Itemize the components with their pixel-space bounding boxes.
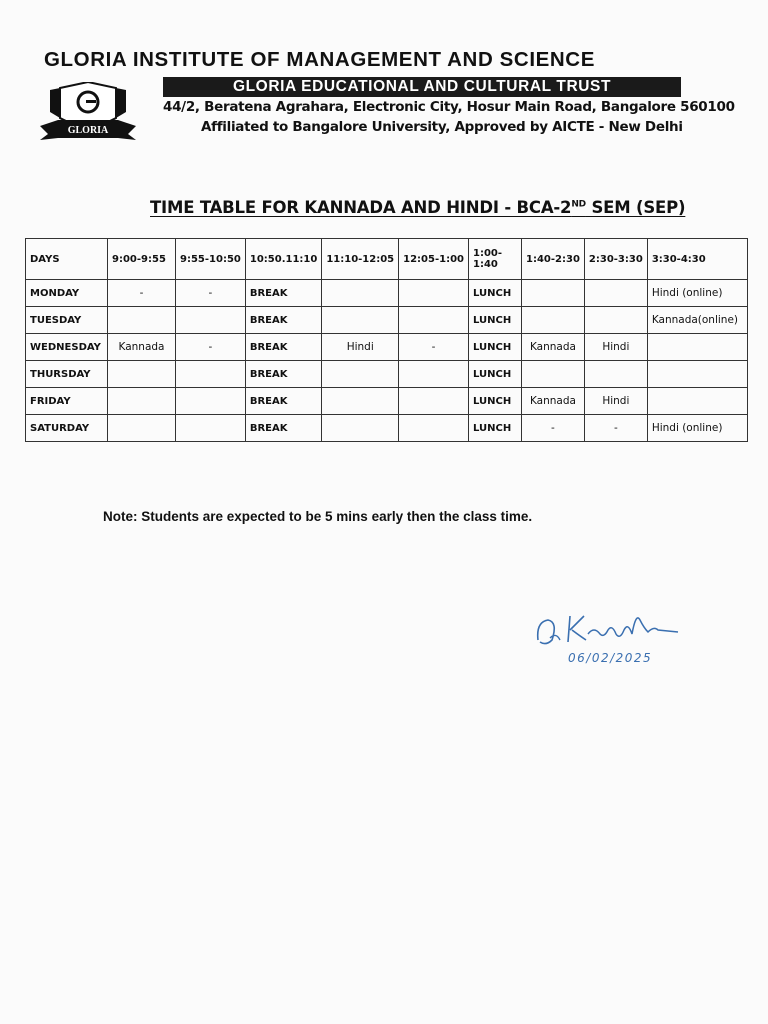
- slot-cell: -: [176, 280, 246, 307]
- slot-cell: [647, 388, 747, 415]
- slot-cell: -: [108, 280, 176, 307]
- slot-cell: [399, 361, 469, 388]
- slot-cell: [584, 280, 647, 307]
- day-cell: SATURDAY: [26, 415, 108, 442]
- timetable-header-row: [26, 239, 748, 280]
- slot-cell: [522, 307, 585, 334]
- institute-affiliation: Affiliated to Bangalore University, Approved by AICTE - New Delhi: [201, 119, 683, 135]
- slot-cell: [322, 307, 399, 334]
- slot-cell: -: [522, 415, 585, 442]
- slot-cell: BREAK: [245, 361, 321, 388]
- slot-cell: BREAK: [245, 280, 321, 307]
- col-header: 1:40-2:30: [522, 239, 585, 280]
- day-cell: MONDAY: [26, 280, 108, 307]
- slot-cell: BREAK: [245, 388, 321, 415]
- col-header: 9:55-10:50: [176, 239, 246, 280]
- col-header: 9:00-9:55: [108, 239, 176, 280]
- slot-cell: [108, 361, 176, 388]
- slot-cell: BREAK: [245, 307, 321, 334]
- day-cell: THURSDAY: [26, 361, 108, 388]
- slot-cell: [108, 388, 176, 415]
- slot-cell: -: [584, 415, 647, 442]
- timetable-title-sup: ND: [571, 199, 586, 210]
- slot-cell: [399, 307, 469, 334]
- slot-cell: -: [176, 334, 246, 361]
- slot-cell: BREAK: [245, 334, 321, 361]
- slot-cell: [176, 415, 246, 442]
- slot-cell: [322, 280, 399, 307]
- slot-cell: LUNCH: [469, 307, 522, 334]
- slot-cell: [322, 361, 399, 388]
- slot-cell: Kannada: [522, 334, 585, 361]
- institute-name: GLORIA INSTITUTE OF MANAGEMENT AND SCIENCE: [44, 48, 595, 71]
- slot-cell: [322, 415, 399, 442]
- slot-cell: BREAK: [245, 415, 321, 442]
- slot-cell: Kannada: [108, 334, 176, 361]
- slot-cell: [322, 388, 399, 415]
- slot-cell: Kannada: [522, 388, 585, 415]
- col-header: 2:30-3:30: [584, 239, 647, 280]
- col-header: 12:05-1:00: [399, 239, 469, 280]
- slot-cell: Hindi (online): [647, 415, 747, 442]
- slot-cell: [399, 388, 469, 415]
- slot-cell: [399, 280, 469, 307]
- day-cell: FRIDAY: [26, 388, 108, 415]
- slot-cell: LUNCH: [469, 280, 522, 307]
- timetable-row: [26, 334, 748, 361]
- slot-cell: -: [399, 334, 469, 361]
- col-header: 3:30-4:30: [647, 239, 747, 280]
- timetable-row: [26, 307, 748, 334]
- slot-cell: [176, 361, 246, 388]
- slot-cell: LUNCH: [469, 415, 522, 442]
- slot-cell: LUNCH: [469, 334, 522, 361]
- slot-cell: LUNCH: [469, 388, 522, 415]
- slot-cell: Kannada(online): [647, 307, 747, 334]
- slot-cell: [647, 361, 747, 388]
- slot-cell: Hindi: [322, 334, 399, 361]
- timetable-row: [26, 388, 748, 415]
- slot-cell: Hindi: [584, 334, 647, 361]
- slot-cell: [522, 361, 585, 388]
- col-header: 11:10-12:05: [322, 239, 399, 280]
- slot-cell: Hindi (online): [647, 280, 747, 307]
- timetable-row: [26, 415, 748, 442]
- col-header: DAYS: [26, 239, 108, 280]
- class-time-note: Note: Students are expected to be 5 mins early then the class time.: [103, 509, 533, 524]
- timetable: [25, 238, 748, 442]
- slot-cell: [584, 307, 647, 334]
- signature-date: 06/02/2025: [568, 651, 653, 665]
- slot-cell: [399, 415, 469, 442]
- slot-cell: LUNCH: [469, 361, 522, 388]
- slot-cell: [108, 415, 176, 442]
- col-header: 10:50.11:10: [245, 239, 321, 280]
- signature: [530, 600, 690, 670]
- trust-banner: GLORIA EDUCATIONAL AND CULTURAL TRUST: [163, 77, 681, 97]
- day-cell: WEDNESDAY: [26, 334, 108, 361]
- day-cell: TUESDAY: [26, 307, 108, 334]
- slot-cell: [522, 280, 585, 307]
- slot-cell: [176, 388, 246, 415]
- timetable-title: [150, 198, 685, 217]
- slot-cell: [647, 334, 747, 361]
- timetable-row: [26, 361, 748, 388]
- timetable-title-end: SEM (SEP): [585, 198, 686, 217]
- slot-cell: [584, 361, 647, 388]
- institute-address: 44/2, Beratena Agrahara, Electronic City, Hosur Main Road, Bangalore 560100: [163, 99, 735, 115]
- col-header: 1:00-1:40: [469, 239, 522, 280]
- timetable-row: [26, 280, 748, 307]
- gloria-logo: [38, 82, 138, 144]
- slot-cell: [176, 307, 246, 334]
- logo-text: GLORIA: [67, 125, 109, 136]
- slot-cell: [108, 307, 176, 334]
- slot-cell: Hindi: [584, 388, 647, 415]
- timetable-title-main: TIME TABLE FOR KANNADA AND HINDI - BCA-2: [150, 198, 572, 217]
